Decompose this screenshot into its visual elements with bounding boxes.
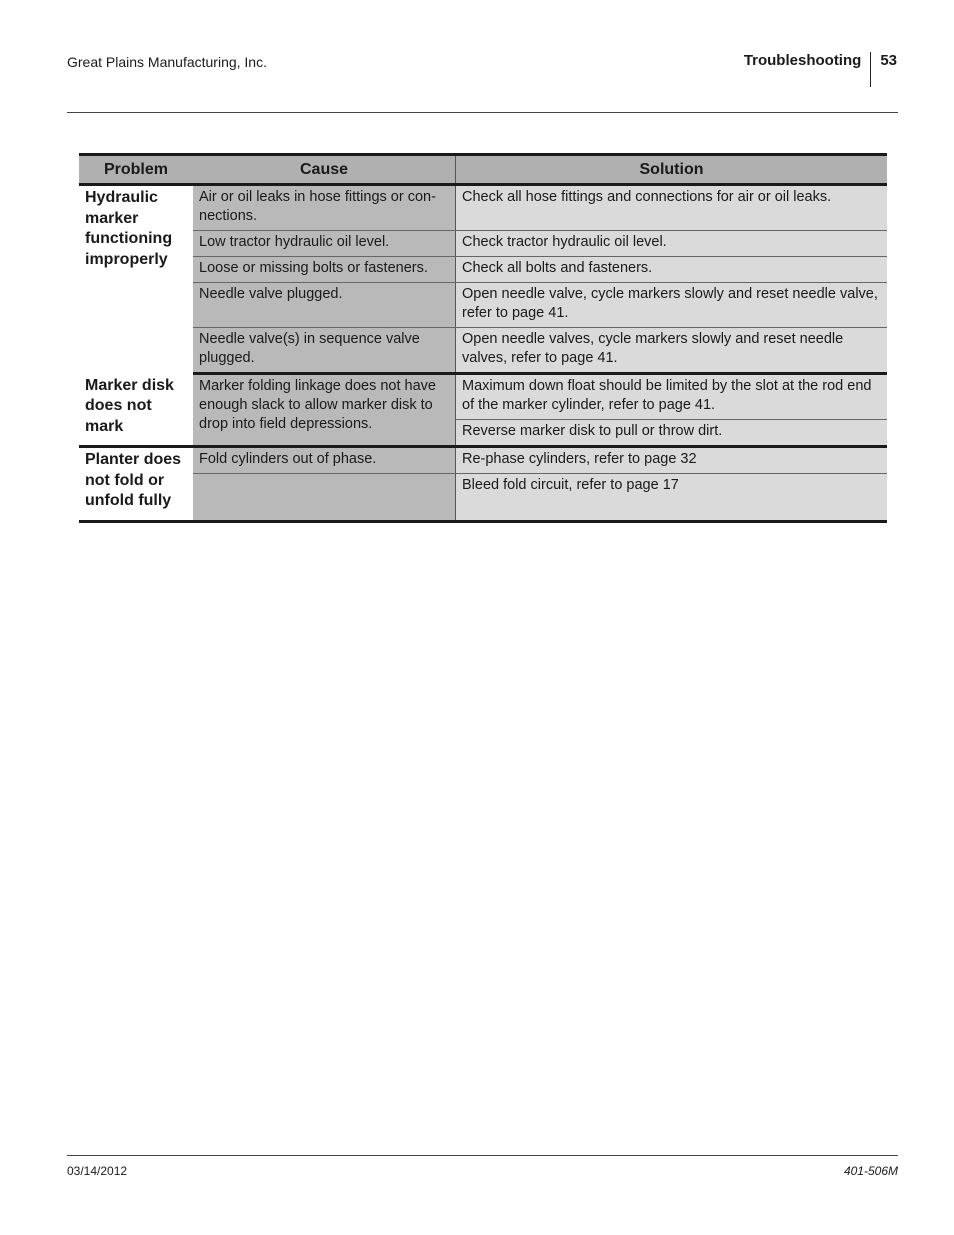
solution-cell: Check all bolts and fasteners. — [456, 257, 888, 283]
solution-cell: Maximum down float should be limited by the slot at the rod end of the marker cylinder, refer to page 41. — [456, 374, 888, 420]
table-row — [79, 185, 887, 231]
table-row — [79, 447, 887, 474]
cause-cell: Marker folding linkage does not have enough slack to allow marker disk to drop into field depressions. — [193, 374, 456, 447]
cause-cell — [193, 474, 456, 522]
solution-cell: Check all hose fittings and connections for air or oil leaks. — [456, 185, 888, 231]
page-number: 53 — [880, 52, 897, 69]
column-header-solution: Solution — [456, 155, 888, 185]
problem-cell: Planter does not fold or unfold fully — [79, 447, 193, 522]
troubleshooting-table — [79, 153, 887, 523]
table-row — [79, 231, 887, 257]
solution-cell: Check tractor hydraulic oil level. — [456, 231, 888, 257]
solution-cell: Re-phase cylinders, refer to page 32 — [456, 447, 888, 474]
company-name: Great Plains Manufacturing, Inc. — [67, 54, 267, 70]
table-row — [79, 374, 887, 420]
footer-date: 03/14/2012 — [67, 1164, 128, 1178]
table-row — [79, 283, 887, 328]
cause-cell: Loose or missing bolts or fasteners. — [193, 257, 456, 283]
cause-cell: Air or oil leaks in hose fittings or con-nections. — [193, 185, 456, 231]
table-header-row — [79, 155, 887, 185]
cause-cell: Fold cylinders out of phase. — [193, 447, 456, 474]
column-header-cause: Cause — [193, 155, 456, 185]
problem-cell: Marker disk does not mark — [79, 374, 193, 447]
header-rule — [67, 112, 898, 113]
solution-cell: Open needle valves, cycle markers slowly and reset needle valves, refer to page 41. — [456, 328, 888, 374]
table-row — [79, 257, 887, 283]
cause-cell: Needle valve plugged. — [193, 283, 456, 328]
section-title: Troubleshooting — [743, 52, 862, 69]
solution-cell: Open needle valve, cycle markers slowly and reset needle valve, refer to page 41. — [456, 283, 888, 328]
cause-cell: Needle valve(s) in sequence valve plugged. — [193, 328, 456, 374]
footer-rule — [67, 1155, 898, 1156]
solution-cell: Reverse marker disk to pull or throw dirt. — [456, 420, 888, 447]
footer-doc-number: 401-506M — [843, 1164, 898, 1178]
cause-cell: Low tractor hydraulic oil level. — [193, 231, 456, 257]
problem-cell: Hydraulic marker functioning improperly — [79, 185, 193, 374]
table-row — [79, 328, 887, 374]
solution-cell: Bleed fold circuit, refer to page 17 — [456, 474, 888, 522]
column-header-problem: Problem — [79, 155, 193, 185]
page-header-right — [744, 52, 897, 87]
table-row — [79, 474, 887, 522]
